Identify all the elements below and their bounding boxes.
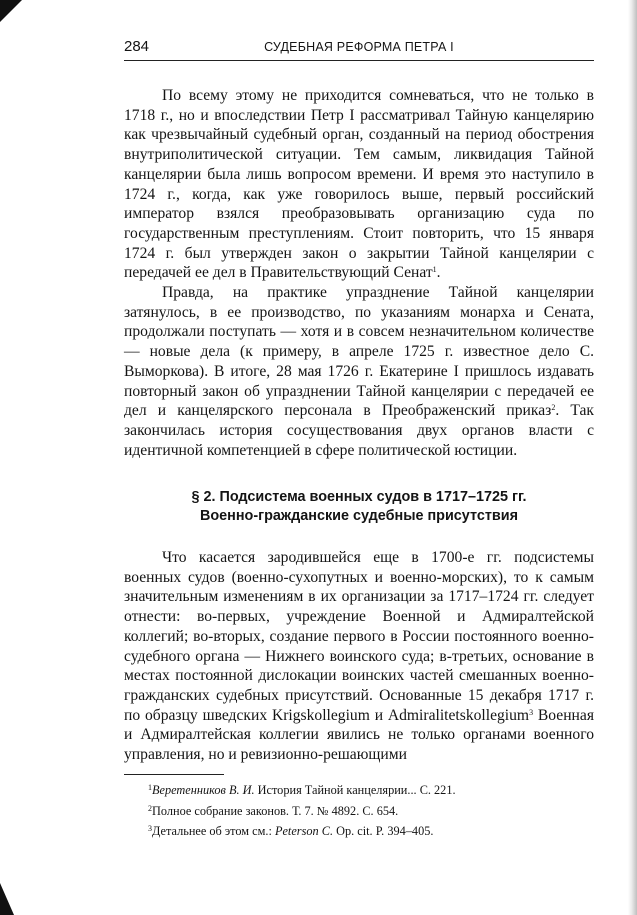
paragraph-3-rest: Военная и Адмиралтейская коллегии явились не только органами военного управления, но и ревизионно-решающими [124, 706, 594, 764]
footnotes [148, 779, 588, 841]
running-title: СУДЕБНАЯ РЕФОРМА ПЕТРА I [264, 40, 454, 54]
footnote-2 [148, 800, 588, 821]
footnote-3 [148, 820, 588, 841]
footnote-divider [124, 774, 224, 775]
footnote-ref-2: 2 [551, 403, 556, 413]
footnote-ref-3: 3 [529, 707, 534, 717]
section-heading [124, 488, 594, 526]
footnote-3-prefix: Детальнее об этом см.: [152, 824, 275, 838]
footnote-1-mark: 1 [148, 783, 152, 792]
section-heading-line-1: § 2. Подсистема военных судов в 1717–1725 гг. [191, 489, 527, 505]
paragraph-1 [124, 86, 594, 283]
paragraph-2 [124, 283, 594, 460]
paragraph-1-end: . [436, 264, 441, 282]
footnote-1-text: История Тайной канцелярии... С. 221. [254, 783, 456, 797]
paragraph-1-text: По всему этому не приходится сомневаться, что не только в 1718 г., но и впоследствии Петр I рассматривал Тайную канцелярию как чрезвычайный судебный орган, созданный на период обострения внутриполитической ситуации. Тем самым, ликвидация Тайной канцелярии была лишь вопросом времени. И время это наступило в 1724 г., когда, как уже говорилось выше, первый российский император взялся преобразовывать организацию суда по государственным преступлениям. Стоит повторить, что 15 января 1724 г. был утвержден закон о закрытии Тайной канцелярии с передачей ее дел в Правительствующий Сенат [124, 87, 594, 282]
section-heading-line-2: Военно-гражданские судебные присутствия [199, 508, 518, 524]
paragraph-3-text: Что касается зародившейся еще в 1700-е гг. подсистемы военных судов (военно-сухопутных и военно-морских), то к самым значительным изменениям в их организации за 1717–1724 гг. следует отнести: во-первых, учреждение Военной и Адмиралтейской коллегий; во-вторых, создание первого в России постоянного военно-судебного органа — Нижнего воинского суда; в-третьих, основание в местах постоянной дислокации воинских частей смешанных военно-гражданских судебных присутствий. Основанные 15 декабря 1717 г. по образцу шведских Krigskollegium и Admiralitetskollegium [124, 549, 594, 724]
paragraph-2-rest: . Так закончилась история сосуществования двух органов власти с идентичной компетенцией в сфере политической юстиции. [124, 402, 594, 459]
footnote-1 [148, 779, 588, 800]
scan-shadow-bottom-left [0, 883, 14, 915]
page-number: 284 [124, 38, 150, 55]
text-block-lower [124, 548, 594, 765]
scan-shadow-right-edge [628, 0, 637, 915]
footnote-2-mark: 2 [148, 803, 152, 813]
scan-shadow-top-left [0, 0, 22, 22]
footnote-3-mark: 3 [148, 824, 152, 833]
paragraph-2-text: Правда, на практике упразднение Тайной канцелярии затянулось, в ее производство, по указаниям монарха и Сената, продолжали поступать — хотя и в совсем незначительном количестве — новые дела (к примеру, в апреле 1725 г. известное дело С. Выморкова). В итоге, 28 мая 1726 г. Екатерине I пришлось издавать повторный закон об упразднении Тайной канцелярии с передачей ее дел и канцелярского персонала в Преображенский приказ [124, 284, 594, 420]
footnote-ref-1: 1 [432, 265, 437, 275]
text-block-upper [124, 86, 594, 460]
footnote-1-author: Веретенников В. И. [152, 783, 255, 797]
footnote-3-text: Op. cit. P. 394–405. [333, 824, 434, 838]
footnote-3-author: Peterson C. [274, 824, 334, 838]
page-header [124, 34, 594, 61]
footnote-2-text: Полное собрание законов. Т. 7. № 4892. С. 654. [152, 803, 399, 818]
paragraph-3 [124, 548, 594, 765]
